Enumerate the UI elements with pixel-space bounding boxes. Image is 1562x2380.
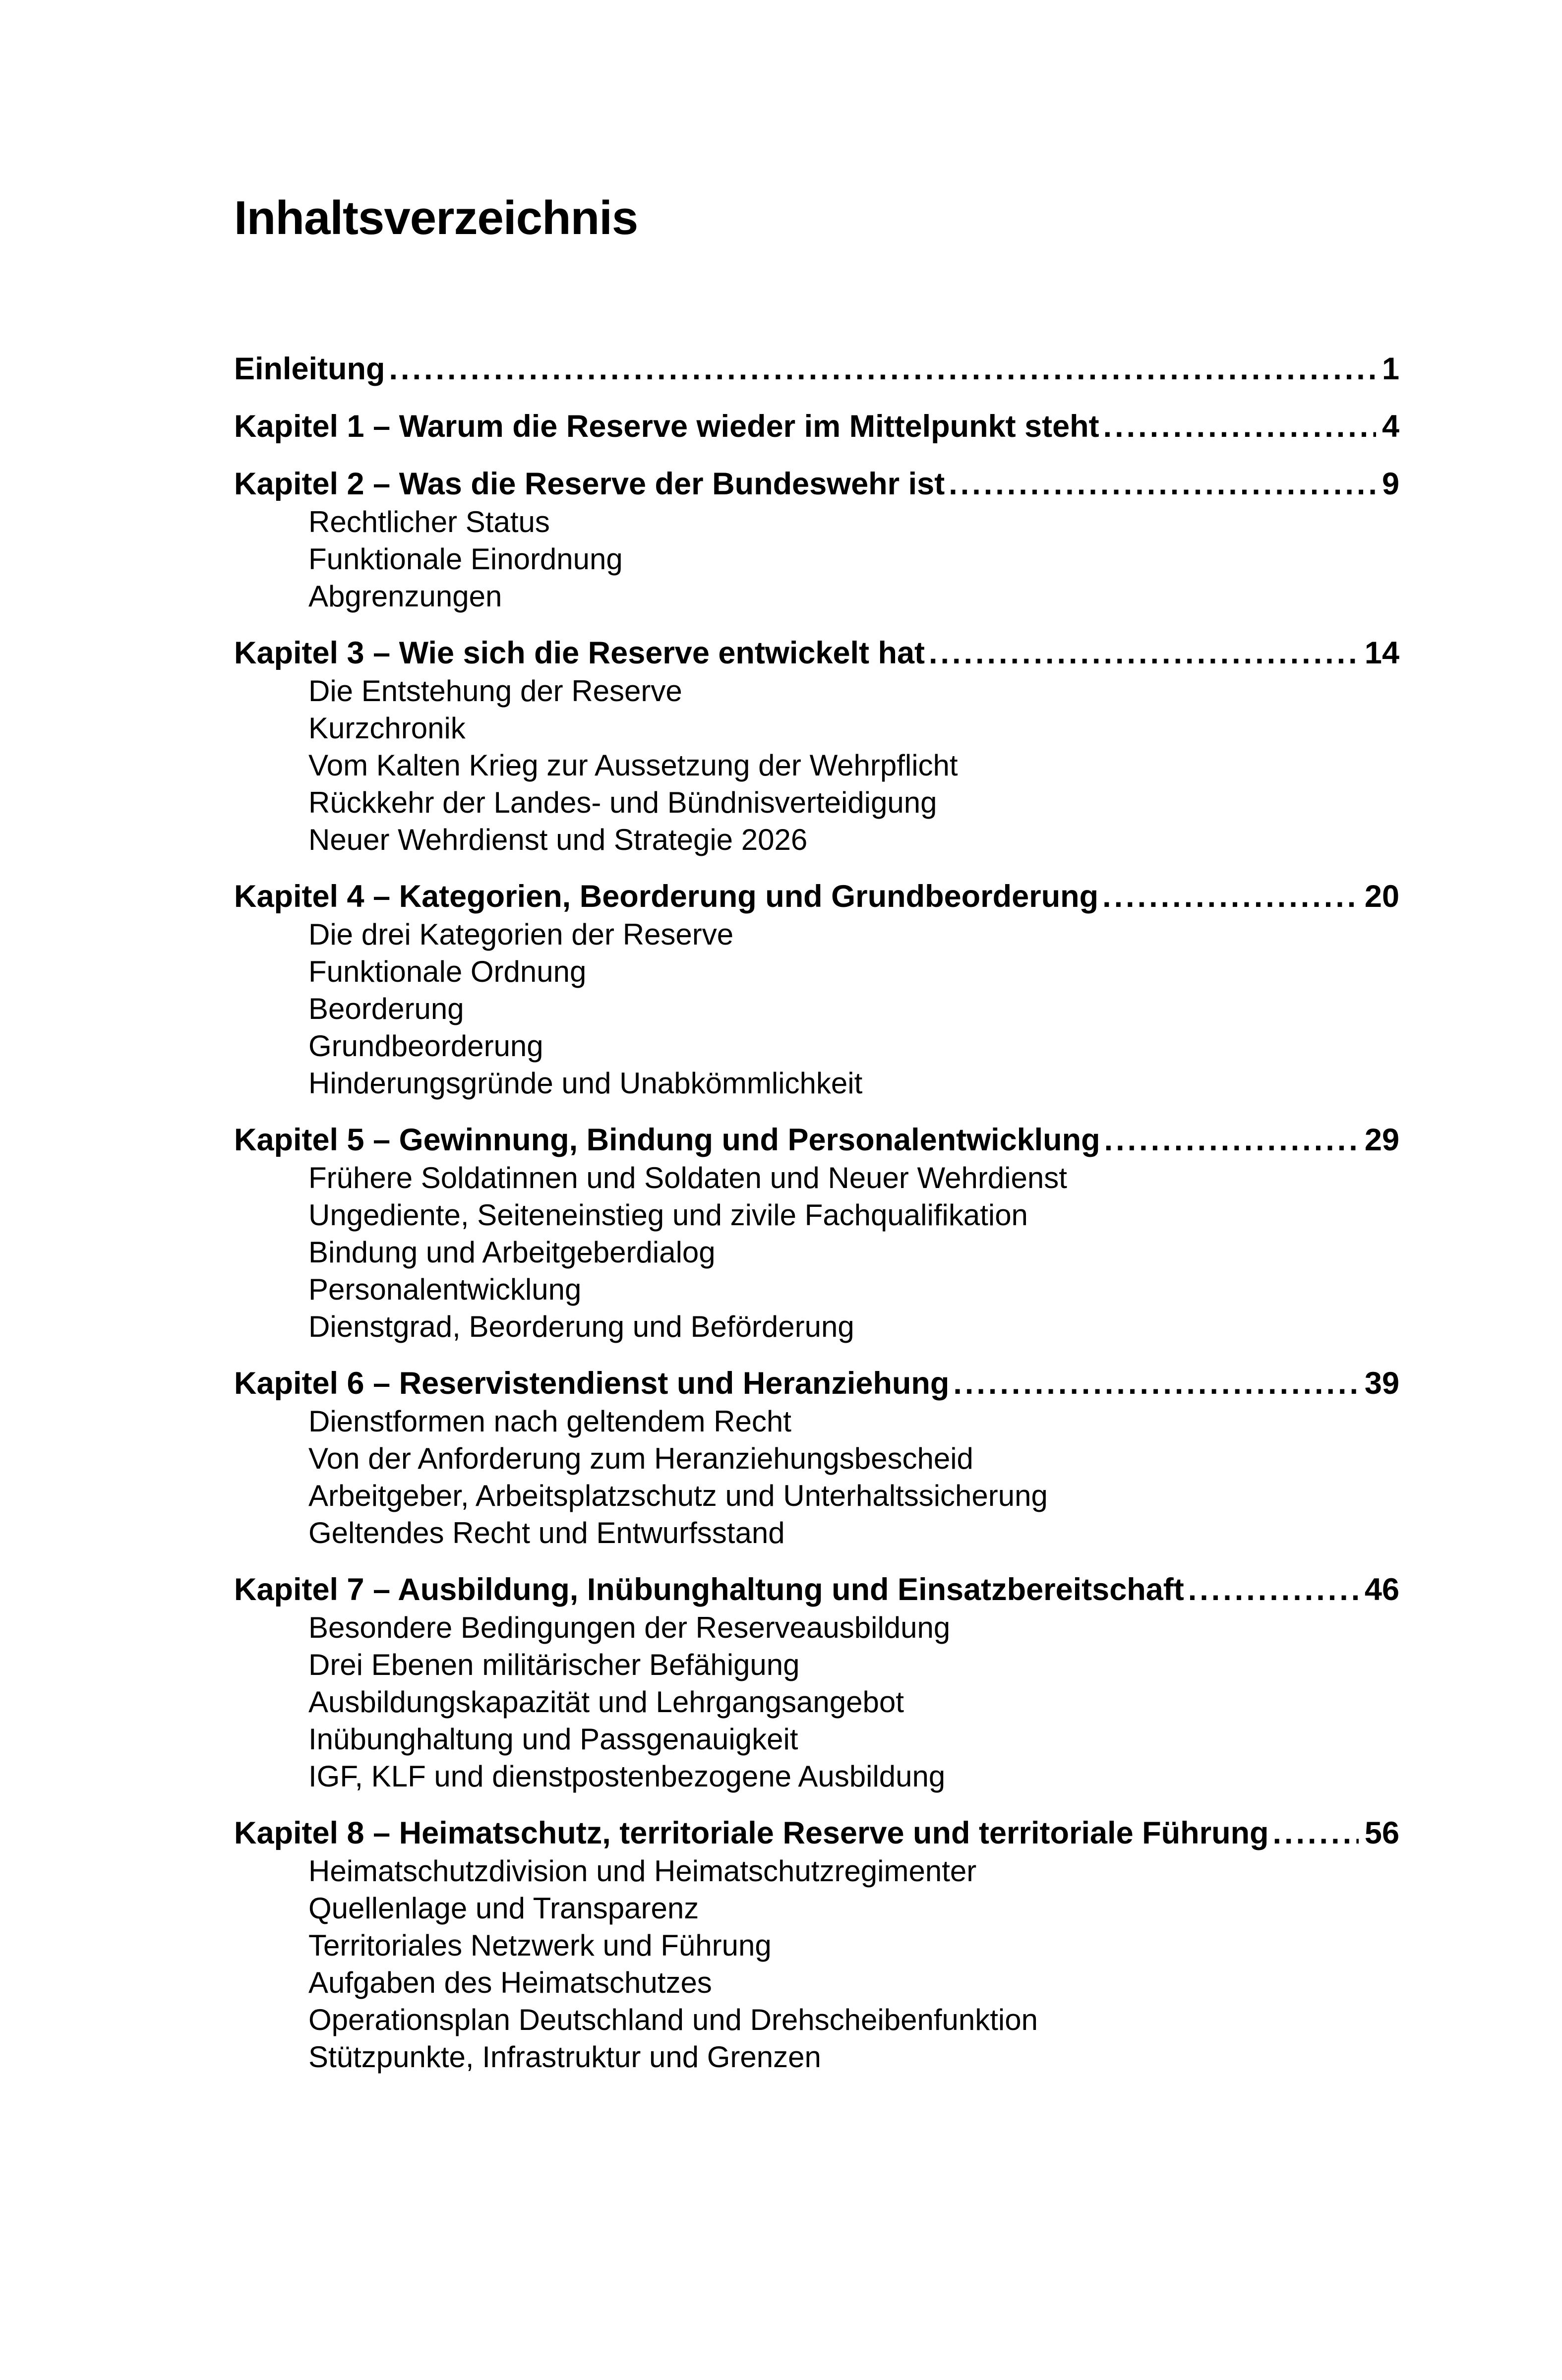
section-entry[interactable]: Abgrenzungen <box>308 580 502 613</box>
section-list <box>234 1609 1399 1795</box>
chapter-page-number: 14 <box>1364 636 1399 670</box>
chapter-page-number: 4 <box>1382 409 1399 444</box>
dot-leader <box>1104 1121 1359 1159</box>
toc-chapter-line[interactable] <box>234 350 1399 388</box>
section-entry[interactable]: Neuer Wehrdienst und Strategie 2026 <box>308 823 808 856</box>
chapter-page-number: 56 <box>1364 1816 1399 1850</box>
section-entry[interactable]: Personalentwicklung <box>308 1273 582 1306</box>
chapter-page-number: 20 <box>1364 879 1399 914</box>
section-entry[interactable]: Funktionale Einordnung <box>308 542 623 576</box>
toc-chapter <box>234 465 1399 615</box>
section-entry[interactable]: Vom Kalten Krieg zur Aussetzung der Wehrpflicht <box>308 749 958 782</box>
toc-chapter-line[interactable] <box>234 1570 1399 1609</box>
toc-chapter-line[interactable] <box>234 634 1399 672</box>
chapter-title: Kapitel 7 – Ausbildung, Inübunghaltung und Einsatzbereitschaft <box>234 1572 1184 1607</box>
toc-chapter-line[interactable] <box>234 407 1399 446</box>
section-list <box>234 1852 1399 2076</box>
toc-chapter <box>234 634 1399 858</box>
section-entry[interactable]: Besondere Bedingungen der Reserveausbildung <box>308 1611 951 1644</box>
toc-chapter <box>234 877 1399 1102</box>
chapter-title: Kapitel 1 – Warum die Reserve wieder im Mittelpunkt steht <box>234 409 1099 444</box>
toc-chapter <box>234 1121 1399 1345</box>
section-entry[interactable]: Von der Anforderung zum Heranziehungsbescheid <box>308 1442 973 1475</box>
toc-page <box>234 188 1399 2094</box>
section-entry[interactable]: Funktionale Ordnung <box>308 955 587 988</box>
toc-heading: Inhaltsverzeichnis <box>234 191 638 244</box>
toc-chapter-line[interactable] <box>234 1364 1399 1403</box>
toc-chapter <box>234 350 1399 388</box>
toc-list <box>234 350 1399 2076</box>
section-entry[interactable]: Beorderung <box>308 992 464 1025</box>
section-entry[interactable]: Arbeitgeber, Arbeitsplatzschutz und Unterhaltssicherung <box>308 1479 1048 1512</box>
section-entry[interactable]: Dienstgrad, Beorderung und Beförderung <box>308 1310 854 1343</box>
section-entry[interactable]: Drei Ebenen militärischer Befähigung <box>308 1648 800 1681</box>
section-entry[interactable]: Hinderungsgründe und Unabkömmlichkeit <box>308 1067 863 1100</box>
chapter-title: Kapitel 8 – Heimatschutz, territoriale Reserve und territoriale Führung <box>234 1816 1269 1850</box>
section-list <box>234 503 1399 615</box>
chapter-title: Kapitel 3 – Wie sich die Reserve entwickelt hat <box>234 636 925 670</box>
section-entry[interactable]: Geltendes Recht und Entwurfsstand <box>308 1516 785 1549</box>
chapter-title: Kapitel 5 – Gewinnung, Bindung und Personalentwicklung <box>234 1123 1100 1157</box>
section-list <box>234 672 1399 858</box>
section-entry[interactable]: Stützpunkte, Infrastruktur und Grenzen <box>308 2040 821 2074</box>
chapter-title: Einleitung <box>234 352 385 386</box>
chapter-title: Kapitel 4 – Kategorien, Beorderung und Grundbeorderung <box>234 879 1099 914</box>
section-entry[interactable]: Grundbeorderung <box>308 1029 543 1063</box>
dot-leader <box>1103 407 1376 446</box>
chapter-page-number: 39 <box>1364 1366 1399 1401</box>
section-entry[interactable]: Territoriales Netzwerk und Führung <box>308 1929 772 1962</box>
chapter-page-number: 29 <box>1364 1123 1399 1157</box>
section-list <box>234 1159 1399 1345</box>
dot-leader <box>389 350 1376 388</box>
section-entry[interactable]: Ausbildungskapazität und Lehrgangsangebot <box>308 1685 904 1719</box>
dot-leader <box>1273 1814 1359 1852</box>
toc-chapter-line[interactable] <box>234 1121 1399 1159</box>
section-entry[interactable]: Operationsplan Deutschland und Drehscheibenfunktion <box>308 2003 1038 2036</box>
toc-chapter <box>234 407 1399 446</box>
section-list <box>234 916 1399 1102</box>
section-entry[interactable]: Rechtlicher Status <box>308 505 550 538</box>
section-entry[interactable]: Rückkehr der Landes- und Bündnisverteidigung <box>308 786 937 819</box>
chapter-title: Kapitel 2 – Was die Reserve der Bundeswehr ist <box>234 467 945 501</box>
section-entry[interactable]: Quellenlage und Transparenz <box>308 1892 699 1925</box>
section-list <box>234 1403 1399 1551</box>
section-entry[interactable]: Aufgaben des Heimatschutzes <box>308 1966 712 1999</box>
toc-chapter-line[interactable] <box>234 877 1399 916</box>
toc-chapter <box>234 1364 1399 1551</box>
section-entry[interactable]: Die Entstehung der Reserve <box>308 674 682 708</box>
section-entry[interactable]: Frühere Soldatinnen und Soldaten und Neuer Wehrdienst <box>308 1161 1067 1194</box>
section-entry[interactable]: Inübunghaltung und Passgenauigkeit <box>308 1723 798 1756</box>
toc-chapter <box>234 1570 1399 1795</box>
dot-leader <box>953 1364 1359 1403</box>
chapter-page-number: 9 <box>1382 467 1399 501</box>
toc-chapter-line[interactable] <box>234 465 1399 503</box>
chapter-page-number: 46 <box>1364 1572 1399 1607</box>
chapter-title: Kapitel 6 – Reservistendienst und Heranziehung <box>234 1366 950 1401</box>
dot-leader <box>949 465 1376 503</box>
chapter-page-number: 1 <box>1382 352 1399 386</box>
dot-leader <box>1102 877 1359 916</box>
toc-chapter-line[interactable] <box>234 1814 1399 1852</box>
section-entry[interactable]: Kurzchronik <box>308 712 466 745</box>
section-entry[interactable]: Bindung und Arbeitgeberdialog <box>308 1236 716 1269</box>
section-entry[interactable]: Die drei Kategorien der Reserve <box>308 918 734 951</box>
section-entry[interactable]: Dienstformen nach geltendem Recht <box>308 1405 791 1438</box>
toc-chapter <box>234 1814 1399 2076</box>
section-entry[interactable]: Ungediente, Seiteneinstieg und zivile Fachqualifikation <box>308 1198 1028 1232</box>
dot-leader <box>929 634 1359 672</box>
section-entry[interactable]: IGF, KLF und dienstpostenbezogene Ausbildung <box>308 1760 946 1793</box>
dot-leader <box>1188 1570 1359 1609</box>
section-entry[interactable]: Heimatschutzdivision und Heimatschutzregimenter <box>308 1854 977 1888</box>
